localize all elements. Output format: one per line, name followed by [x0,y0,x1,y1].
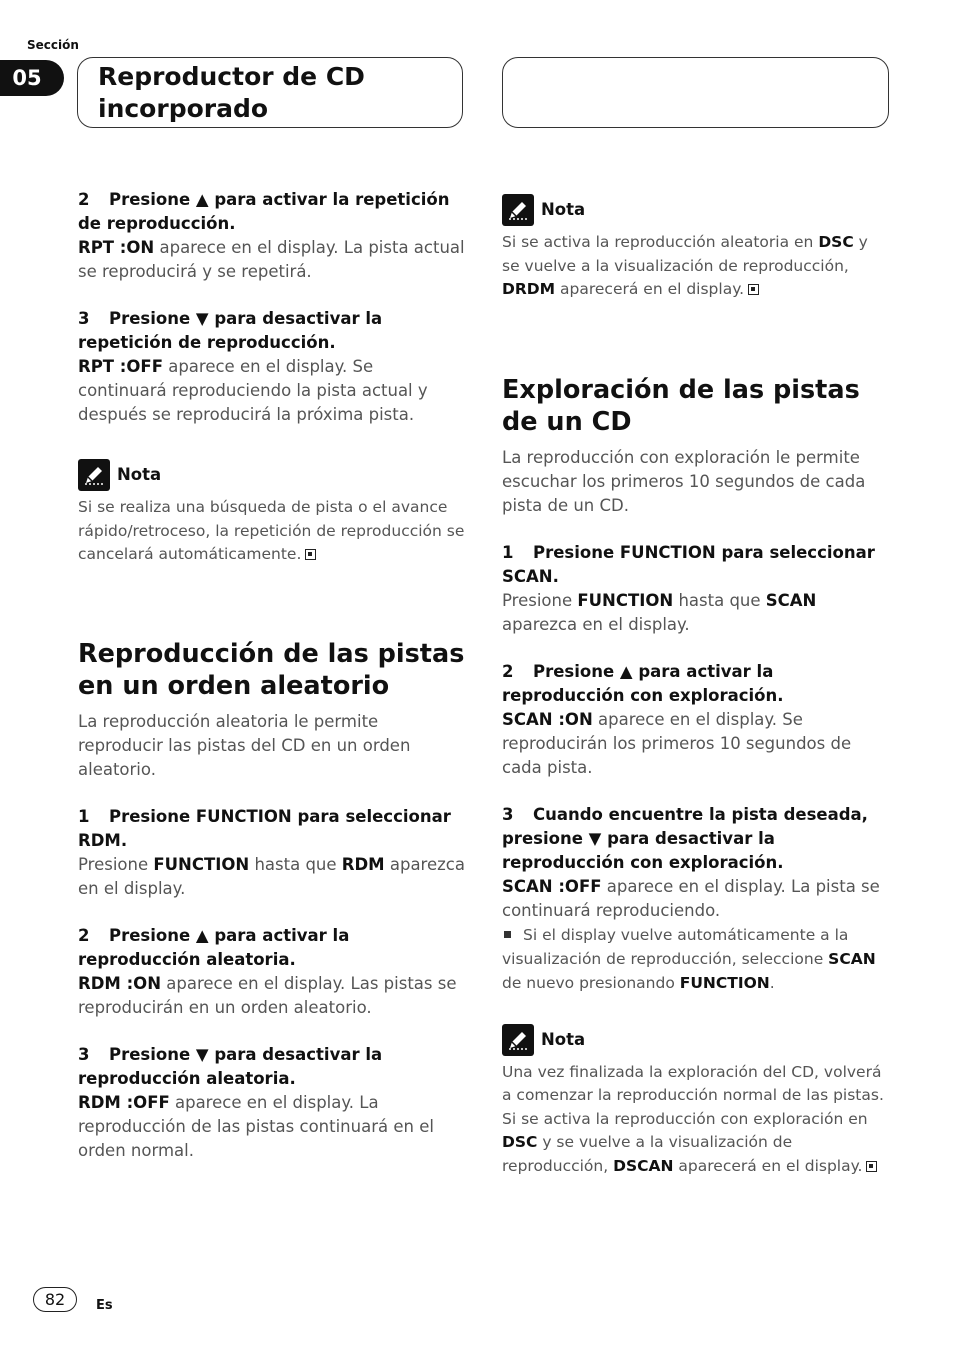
scan-step-2 [502,660,890,708]
step-number: 1 [502,542,514,562]
repeat-step-3 [78,307,466,355]
note-text: Si se realiza una búsqueda de pista o el avance rápido/retroceso, la repetición de reproducción se cancelará automáticamente. [78,498,465,563]
scan-section-heading: Exploración de las pistas de un CD [502,374,860,437]
step-number: 3 [78,1044,90,1064]
step-text: Cuando encuentre la pista deseada, presione ▼ para desactivar la reproducción con exploración. [502,804,868,872]
random-step-3 [78,1043,466,1091]
scan-step-2-body: SCAN :ON aparece en el display. Se reproducirán los primeros 10 segundos de cada pista. [502,709,852,777]
note-header [502,193,890,227]
repeat-step-2 [78,188,466,236]
step-text: Presione ▼ para desactivar la repetición de reproducción. [78,309,383,352]
step-number: 2 [78,925,90,945]
repeat-step-3-body [78,355,466,427]
step-number: 2 [78,190,90,209]
scan-step-1-body: Presione FUNCTION hasta que SCAN aparezca en el display. [502,590,817,634]
left-column [78,188,466,1163]
chapter-title-box [77,57,463,128]
scan-step-3 [502,803,890,875]
empty-header-box [502,57,889,128]
random-step-1-body: Presione FUNCTION hasta que RDM aparezca en el display. [78,854,465,898]
step-number: 3 [78,309,90,328]
end-mark-icon [305,549,316,560]
step-number: 1 [78,806,90,826]
display-code: SCAN :OFF [502,876,602,896]
right-column [502,193,890,1178]
step-text: Presione ▲ para activar la reproducción con exploración. [502,661,784,705]
note-header [78,458,466,492]
display-code: RPT :ON [78,238,155,257]
step-number: 3 [502,804,514,824]
scan-bullet: Si el display vuelve automáticamente a la visualización de reproducción, seleccione SCAN de nuevo presionando FUNCTION. [502,925,876,992]
bullet-square-icon [504,931,511,938]
language-code: Es [96,1298,113,1313]
end-mark-icon [748,284,759,295]
chapter-title: Reproductor de CD incorporado [98,62,365,123]
scan-step-3-body: SCAN :OFF aparece en el display. La pista se continuará reproduciendo. [502,876,880,920]
display-code: RPT :OFF [78,357,163,376]
scan-intro: La reproducción con exploración le permite escuchar los primeros 10 segundos de cada pista de un CD. [502,447,866,515]
body-text: aparece en el display. La pista actual se reproducirá y se repetirá. [78,238,465,281]
note-label: Nota [117,465,162,484]
pencil-note-icon [78,459,110,491]
note-label: Nota [541,1029,586,1049]
section-label: Sección [27,38,79,52]
random-section-heading: Reproducción de las pistas en un orden aleatorio [78,638,465,701]
scan-step-1 [502,541,890,589]
step-text: Presione ▲ para activar la reproducción aleatoria. [78,925,350,969]
section-number-badge: 05 [0,60,64,96]
step-text: Presione FUNCTION para seleccionar SCAN. [502,542,875,586]
body-text: aparece en el display. Se continuará reproduciendo la pista actual y después se reproducirá la próxima pista. [78,357,428,424]
step-text: Presione FUNCTION para seleccionar RDM. [78,806,451,850]
repeat-step-2-body [78,236,466,284]
note-header [502,1023,890,1057]
note-text: Una vez finalizada la exploración del CD, volverá a comenzar la reproducción normal de las pistas. Si se activa la reproducción con exploración en DSC y se vuelve a la visualización de reproducción, DSCAN aparecerá en el display. [502,1062,884,1175]
pencil-note-icon [502,1024,534,1056]
step-text: Presione ▲ para activar la repetición de reproducción. [78,190,450,233]
page-number: 82 [33,1287,77,1312]
display-code: RDM :ON [78,973,161,993]
random-intro: La reproducción aleatoria le permite reproducir las pistas del CD en un orden aleatorio. [78,711,411,779]
note-label: Nota [541,200,586,219]
note-text: Si se activa la reproducción aleatoria en DSC y se vuelve a la visualización de reproducción, DRDM aparecerá en el display. [502,233,868,298]
random-step-3-body: RDM :OFF aparece en el display. La reproducción de las pistas continuará en el orden normal. [78,1092,434,1160]
random-step-1 [78,805,466,853]
end-mark-icon [866,1161,877,1172]
step-text: Presione ▼ para desactivar la reproducción aleatoria. [78,1044,383,1088]
pencil-note-icon [502,194,534,226]
step-number: 2 [502,661,514,681]
random-step-2 [78,924,466,972]
display-code: RDM :OFF [78,1092,170,1112]
random-step-2-body: RDM :ON aparece en el display. Las pistas se reproducirán en un orden aleatorio. [78,973,457,1017]
display-code: SCAN :ON [502,709,593,729]
